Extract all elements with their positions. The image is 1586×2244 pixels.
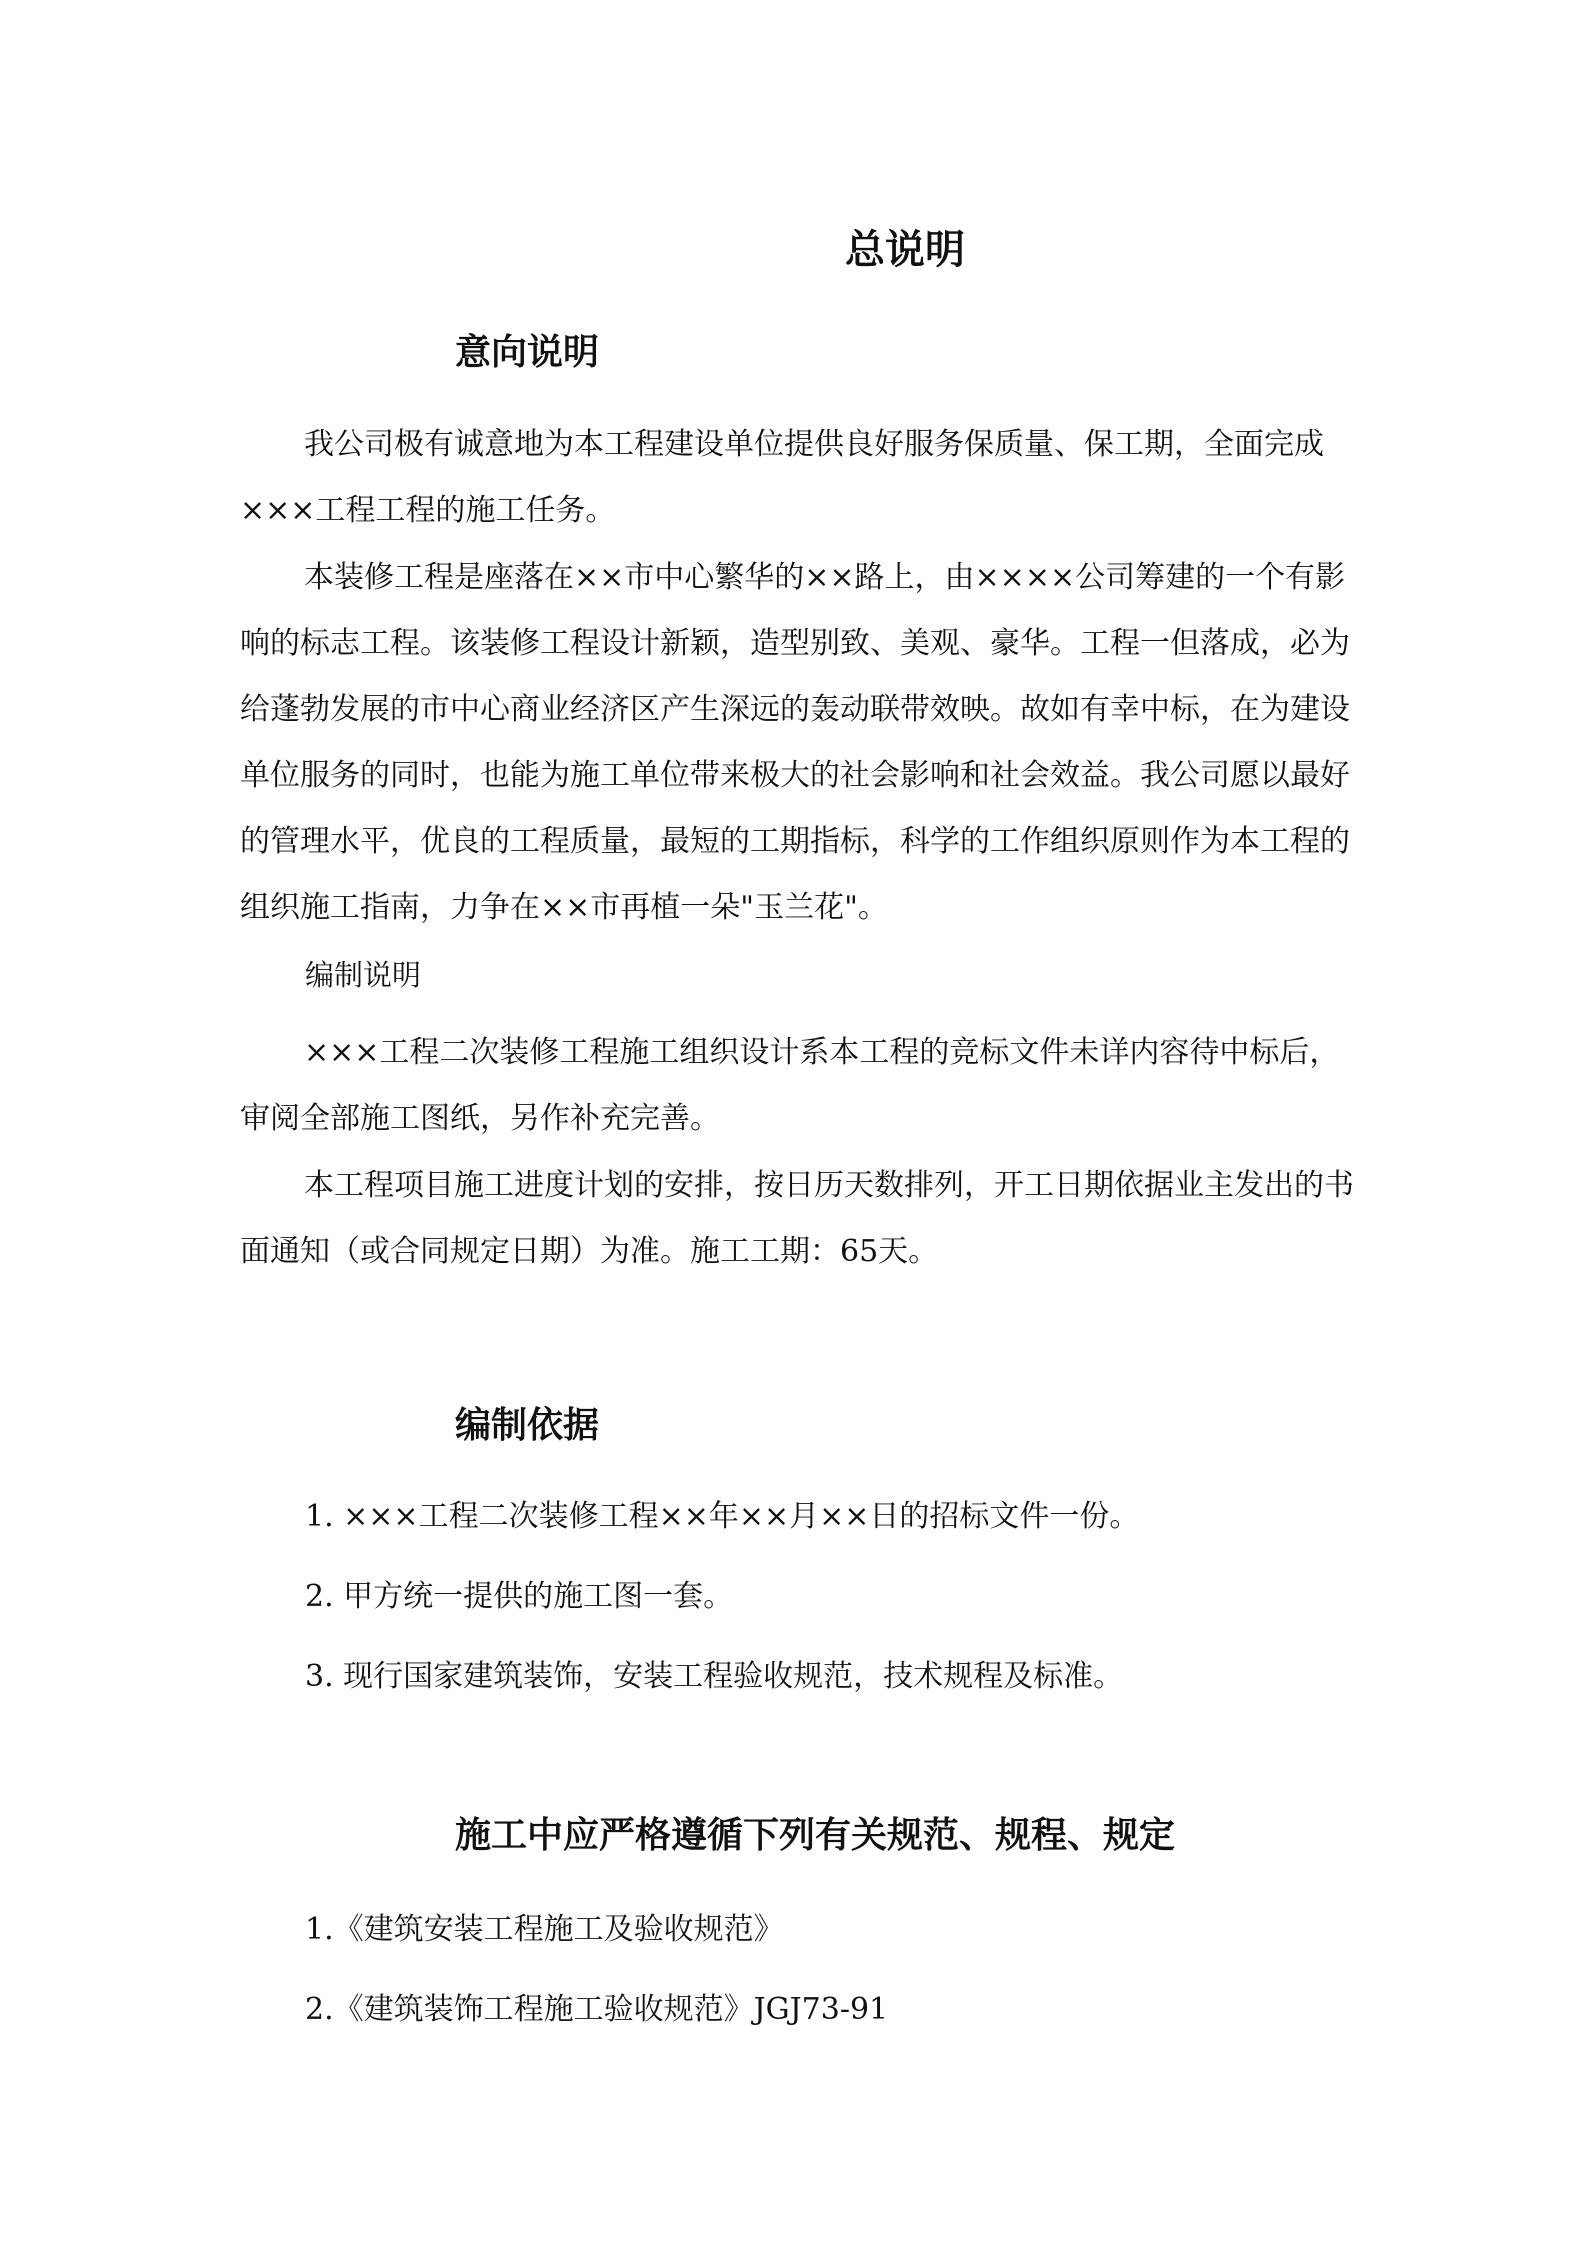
basis-item-3: 3. 现行国家建筑装饰，安装工程验收规范，技术规程及标准。 [305,1659,1124,1694]
intent-paragraph-2: 本装修工程是座落在××市中心繁华的××路上，由××××公司筹建的一个有影响的标志工程。该装修工程设计新颖，造型别致、美观、豪华。工程一但落成，必为给蓬勃发展的市中心商业经济区产生深远的轰动联带效映。故如有幸中标，在为建设单位服务的同时，也能为施工单位带来极大的社会影响和社会效益。我公司愿以最好的管理水平，优良的工程质量，最短的工期指标，科学的工作组织原则作为本工程的组织施工指南，力争在××市再植一朵"玉兰花"。 [240,560,1350,925]
section-heading-standards: 施工中应严格遵循下列有关规范、规程、规定 [455,1815,1176,1856]
document-title: 总说明 [845,227,965,273]
basis-item-1: 1. ×××工程二次装修工程××年××月××日的招标文件一份。 [305,1499,1140,1534]
section-heading-intent: 意向说明 [455,332,600,373]
intent-paragraph-1: 我公司极有诚意地为本工程建设单位提供良好服务保质量、保工期，全面完成×××工程工程的施工任务。 [240,427,1324,528]
compilation-paragraph-2: 本工程项目施工进度计划的安排，按日历天数排列，开工日期依据业主发出的书面通知（或合同规定日期）为准。施工工期：65天。 [240,1168,1354,1269]
subheading-compilation-notes: 编制说明 [305,958,422,992]
section-heading-basis: 编制依据 [455,1405,600,1446]
standards-item-2: 2.《建筑装饰工程施工验收规范》JGJ73-91 [305,1992,889,2027]
basis-item-2: 2. 甲方统一提供的施工图一套。 [305,1579,734,1614]
compilation-paragraph-1: ×××工程二次装修工程施工组织设计系本工程的竞标文件未详内容待中标后，审阅全部施工图纸，另作补充完善。 [240,1035,1340,1136]
standards-item-1: 1.《建筑安装工程施工及验收规范》 [305,1912,784,1947]
